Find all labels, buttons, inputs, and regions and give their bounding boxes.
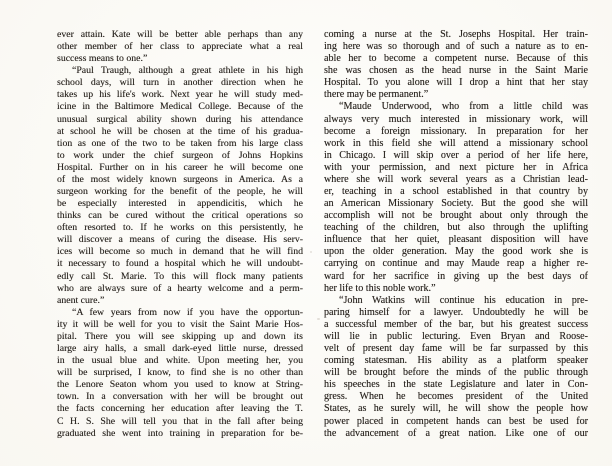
text-line: ity it will be well for you to visit the Saint Marie Hos- (57, 318, 303, 330)
text-line: “Maude Underwood, who from a little child was (339, 101, 588, 113)
text-line: “A few years from now if you have the opportun- (72, 306, 303, 318)
text-line: C H. S. She will tell you that in the fall after being (57, 415, 303, 427)
text-line: unusual surgical ability shown during his attendance (57, 113, 303, 125)
text-line: the facts concerning her education after leaving the T. (57, 403, 303, 415)
text-line: who are always sure of a hearty welcome and a perm- (57, 282, 303, 294)
text-line: town. In a conversation with her will be brought out (57, 391, 303, 403)
text-line: paring himself for a lawyer. Undoubtedly he will be (324, 306, 588, 318)
text-line: accomplish will not be brought about only through the (324, 210, 588, 222)
text-line: influence that her quiet, pleasant disposition will have (324, 234, 588, 246)
text-line: to work under the chief surgeon of Johns Hopkins (57, 149, 303, 161)
text-line: ing here was so thorough and of such a nature as to en- (324, 41, 588, 53)
scan-artifact (310, 251, 312, 253)
text-line: will discover a means of curing the disease. His serv- (57, 234, 303, 246)
text-line: his speeches in the state Legislature and later in Con- (324, 379, 588, 391)
text-line: anent cure.” (57, 294, 105, 306)
text-line: ices will become so much in demand that he will find (57, 246, 303, 258)
text-line: large airy halls, a small dark-eyed little nurse, dressed (57, 343, 303, 355)
text-line: Hospital. To you alone will I drop a hint that her stay (324, 77, 588, 89)
text-line: will be brought before the minds of the public through (324, 367, 588, 379)
text-column-right (324, 29, 588, 440)
text-line: often resorted to. If he works on this persistently, he (57, 222, 303, 234)
text-line: with your permission, and next picture her in Africa (324, 161, 588, 173)
text-line: velt of present day fame will be far surpassed by this (324, 343, 588, 355)
text-line: “John Watkins will continue his education in pre- (339, 294, 588, 306)
text-line: in the usual blue and white. Upon meeting her, you (57, 355, 303, 367)
text-line: of the most widely known surgeons in America. As a (57, 173, 303, 185)
text-line: in Chicago. I will skip over a period of her life here, (324, 149, 588, 161)
text-line: become a foreign missionary. In preparation for her (324, 125, 588, 137)
text-line: upon the older generation. May the good work she is (324, 246, 588, 258)
text-line: be especially interested in appendicitis, which he (57, 198, 303, 210)
text-line: she was chosen as the head nurse in the Saint Marie (324, 65, 588, 77)
text-line: where she will work several years as a Christian lead- (324, 173, 588, 185)
text-line: power placed in competent hands can best be used for (324, 415, 588, 427)
text-line: success means to one.” (57, 53, 148, 65)
text-line: gress. When he becomes president of the United (324, 391, 588, 403)
text-line: teaching of the children, but also through the uplifting (324, 222, 588, 234)
text-line: work in this field she will attend a missionary school (324, 137, 588, 149)
text-line: coming a nurse at the St. Josephs Hospital. Her train- (324, 29, 588, 40)
text-line: coming statesman. His ability as a platform speaker (324, 355, 588, 367)
text-line: other member of her class to appreciate what a real (57, 41, 303, 53)
text-line: ever attain. Kate will be better able perhaps than any (57, 29, 303, 40)
text-line: surgeon working for the benefit of the people, he will (57, 186, 303, 198)
text-line: the Lenore Seaton whom you used to know at String- (57, 379, 303, 391)
text-line: always very much interested in missionary work, will (324, 113, 588, 125)
text-line: it necessary to found a hospital which he will undoubt- (57, 258, 303, 270)
text-line: graduated she went into training in preparation for be- (57, 427, 303, 439)
text-line: icine in the Baltimore Medical College. Because of the (57, 101, 303, 113)
text-column-left (57, 29, 303, 440)
text-line: there may be permanent.” (324, 89, 429, 101)
text-line: Hospital. Further on in his career he will become one (57, 161, 303, 173)
text-line: pital. There you will see skipping up and down its (57, 330, 303, 342)
text-line: takes up his life's work. Next year he will study med- (57, 89, 303, 101)
text-line: her life to this noble work.” (324, 282, 436, 294)
text-line: will lie in public lecturing. Even Bryan and Roose- (324, 330, 588, 342)
text-line: States, as he surely will, he will show the people how (324, 403, 588, 415)
text-line: will be surprised, I know, to find she is no other than (57, 367, 303, 379)
text-line: able her to become a competent nurse. Because of this (324, 53, 588, 65)
text-line: edly call St. Marie. To this will flock many patients (57, 270, 303, 282)
text-line: carrying on continue and may Maude reap a higher re- (324, 258, 588, 270)
text-line: ward for her sacrifice in giving up the best days of (324, 270, 588, 282)
text-line: at school he will be chosen at the time of his gradua- (57, 125, 303, 137)
text-line: a successful member of the bar, but his greatest success (324, 318, 588, 330)
text-line: an American Missionary Society. But the good she will (324, 198, 588, 210)
text-line: school days, will turn in another direction when he (57, 77, 303, 89)
text-line: the advancement of a great nation. Like one of our (324, 427, 588, 439)
text-line: er, teaching in a school established in that country by (324, 186, 588, 198)
scan-artifact (317, 318, 320, 320)
text-line: thinks can be cured without the critical operations so (57, 210, 303, 222)
text-line: tion as one of the two to be taken from his large class (57, 137, 303, 149)
text-line: “Paul Traugh, although a great athlete in his high (72, 65, 303, 77)
